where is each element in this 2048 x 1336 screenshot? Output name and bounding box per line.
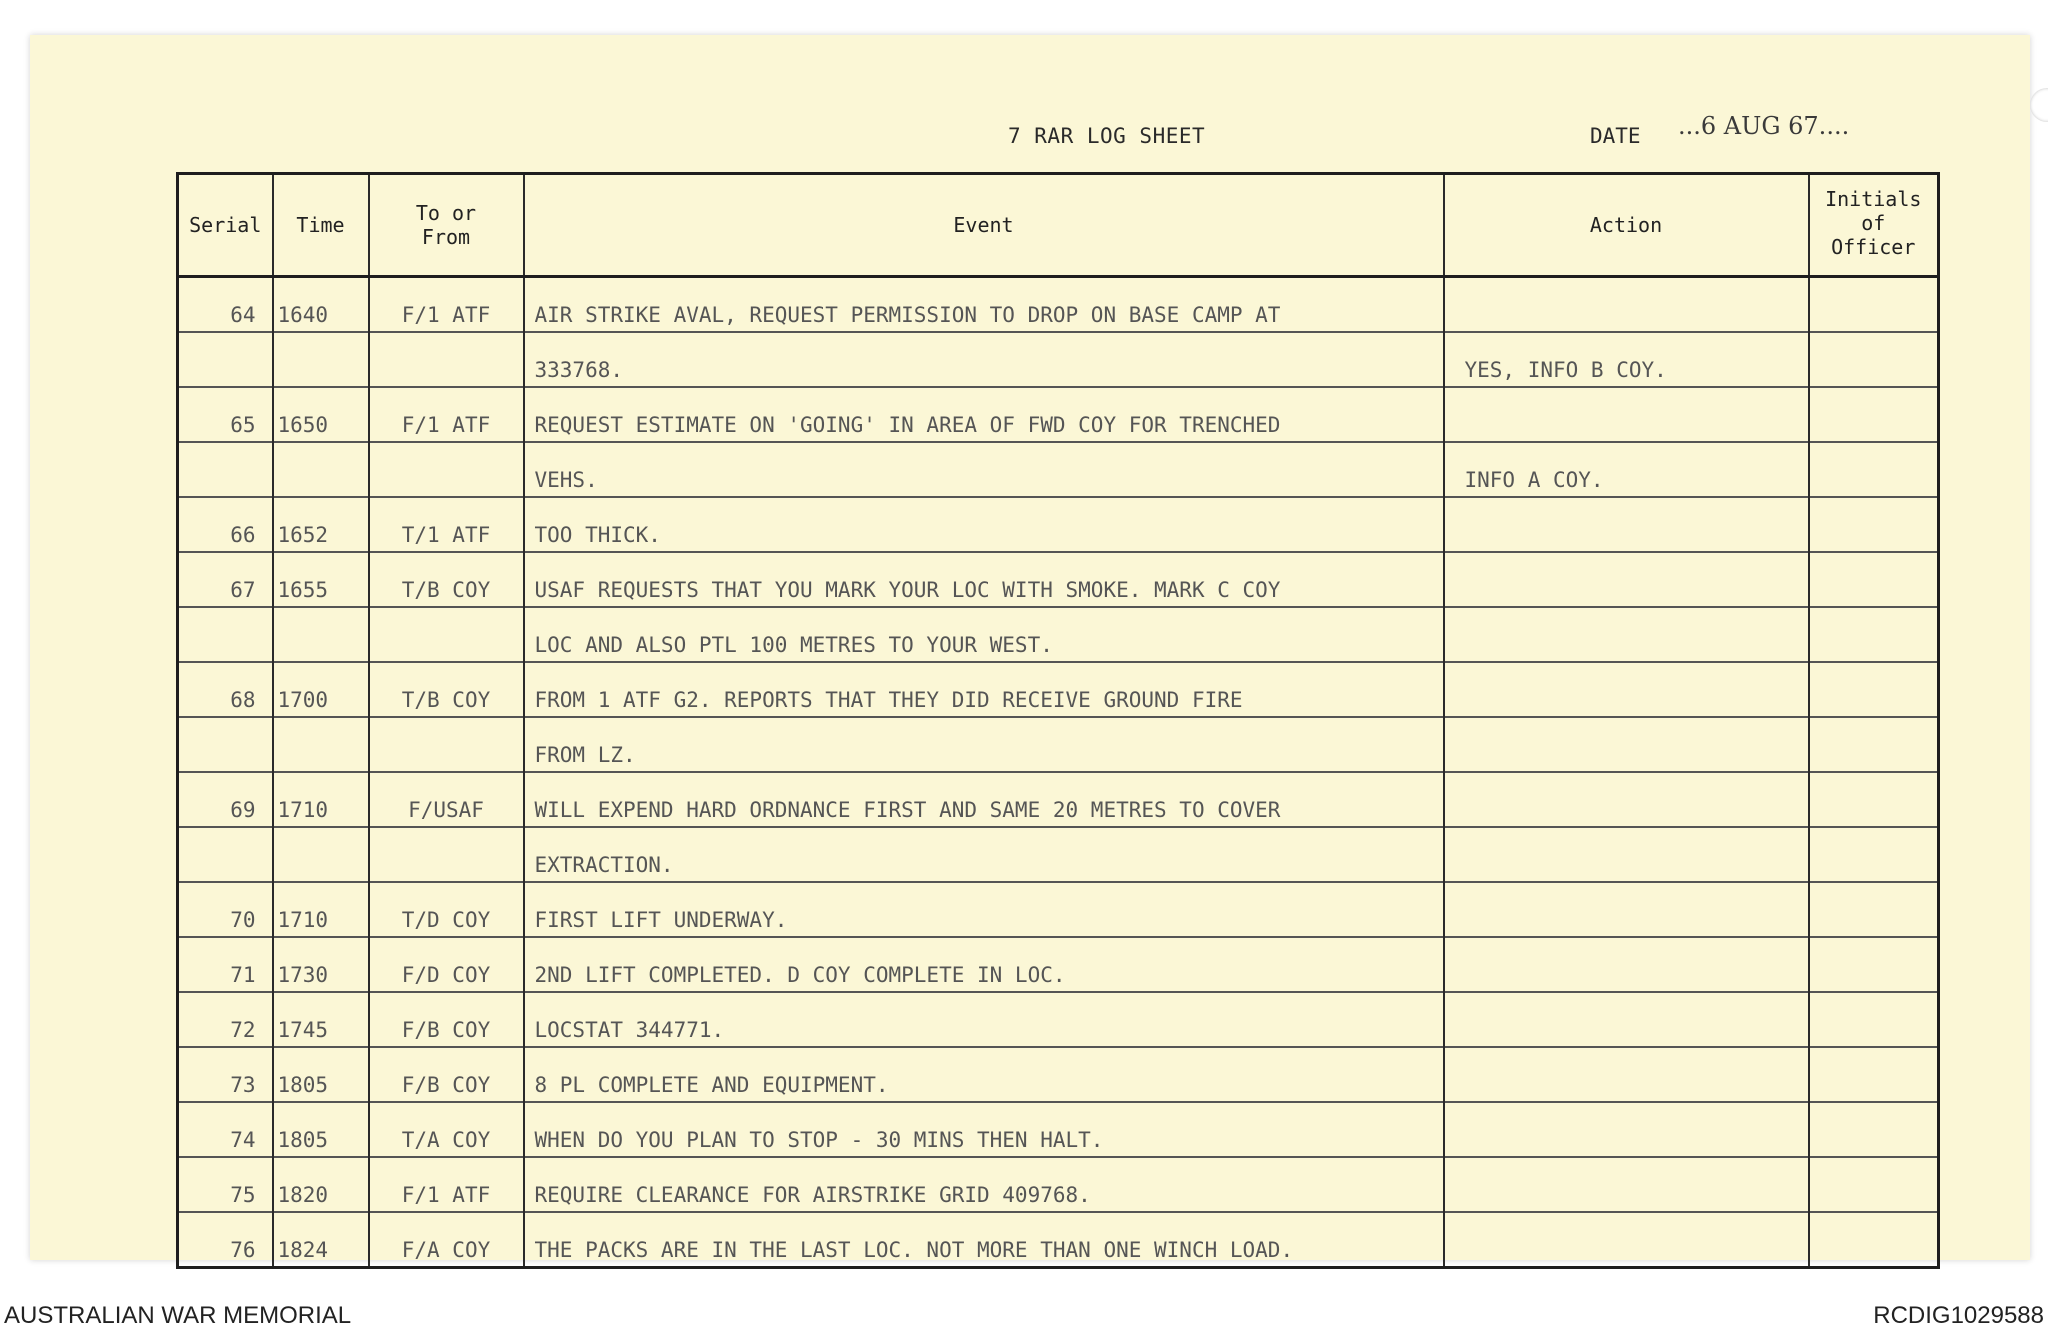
cell-serial: 74	[178, 1102, 273, 1157]
cell-initials	[1809, 717, 1939, 772]
cell-action: YES, INFO B COY.	[1444, 332, 1809, 387]
cell-event: 333768.	[524, 332, 1444, 387]
cell-tofrom	[369, 332, 524, 387]
cell-initials	[1809, 332, 1939, 387]
cell-action	[1444, 552, 1809, 607]
cell-serial	[178, 717, 273, 772]
table-header-row	[178, 174, 1939, 277]
cell-time: 1805	[273, 1047, 369, 1102]
cell-time	[273, 442, 369, 497]
table-row	[178, 277, 1939, 333]
cell-serial	[178, 442, 273, 497]
cell-time: 1652	[273, 497, 369, 552]
cell-tofrom: F/1 ATF	[369, 1157, 524, 1212]
cell-time: 1710	[273, 772, 369, 827]
cell-time: 1745	[273, 992, 369, 1047]
cell-initials	[1809, 992, 1939, 1047]
cell-action	[1444, 937, 1809, 992]
col-header-serial: Serial	[178, 174, 273, 277]
cell-time	[273, 827, 369, 882]
cell-tofrom: F/1 ATF	[369, 277, 524, 333]
cell-time	[273, 717, 369, 772]
cell-tofrom: T/B COY	[369, 552, 524, 607]
footer-archive-name: AUSTRALIAN WAR MEMORIAL	[4, 1302, 352, 1329]
cell-event: FIRST LIFT UNDERWAY.	[524, 882, 1444, 937]
cell-tofrom	[369, 827, 524, 882]
cell-event: USAF REQUESTS THAT YOU MARK YOUR LOC WITH SMOKE. MARK C COY	[524, 552, 1444, 607]
table-row	[178, 387, 1939, 442]
cell-time: 1710	[273, 882, 369, 937]
col-header-action: Action	[1444, 174, 1809, 277]
cell-tofrom: F/D COY	[369, 937, 524, 992]
cell-tofrom: T/1 ATF	[369, 497, 524, 552]
table-row	[178, 1157, 1939, 1212]
cell-event: EXTRACTION.	[524, 827, 1444, 882]
cell-time: 1805	[273, 1102, 369, 1157]
cell-time: 1640	[273, 277, 369, 333]
cell-action	[1444, 1047, 1809, 1102]
cell-event: FROM LZ.	[524, 717, 1444, 772]
cell-serial: 66	[178, 497, 273, 552]
cell-serial: 67	[178, 552, 273, 607]
cell-event: 2ND LIFT COMPLETED. D COY COMPLETE IN LOC.	[524, 937, 1444, 992]
table-row	[178, 1102, 1939, 1157]
cell-time: 1650	[273, 387, 369, 442]
cell-initials	[1809, 497, 1939, 552]
cell-action	[1444, 1102, 1809, 1157]
punch-hole	[2030, 88, 2048, 122]
col-header-event: Event	[524, 174, 1444, 277]
cell-serial: 75	[178, 1157, 273, 1212]
table-row	[178, 1047, 1939, 1102]
cell-initials	[1809, 1157, 1939, 1212]
table-row	[178, 992, 1939, 1047]
table-row	[178, 607, 1939, 662]
cell-event: LOCSTAT 344771.	[524, 992, 1444, 1047]
cell-initials	[1809, 662, 1939, 717]
log-table	[176, 172, 1940, 1269]
cell-action	[1444, 992, 1809, 1047]
cell-tofrom	[369, 442, 524, 497]
table-row	[178, 442, 1939, 497]
cell-event: WHEN DO YOU PLAN TO STOP - 30 MINS THEN HALT.	[524, 1102, 1444, 1157]
cell-serial	[178, 607, 273, 662]
cell-time: 1730	[273, 937, 369, 992]
cell-action	[1444, 497, 1809, 552]
cell-action	[1444, 607, 1809, 662]
date-label: DATE	[1590, 124, 1641, 148]
cell-initials	[1809, 827, 1939, 882]
cell-action	[1444, 662, 1809, 717]
cell-event: FROM 1 ATF G2. REPORTS THAT THEY DID RECEIVE GROUND FIRE	[524, 662, 1444, 717]
table-row	[178, 332, 1939, 387]
col-header-initials: Initials of Officer	[1809, 174, 1939, 277]
cell-initials	[1809, 552, 1939, 607]
cell-event: LOC AND ALSO PTL 100 METRES TO YOUR WEST.	[524, 607, 1444, 662]
cell-initials	[1809, 1102, 1939, 1157]
cell-serial: 71	[178, 937, 273, 992]
cell-serial	[178, 827, 273, 882]
cell-action	[1444, 717, 1809, 772]
cell-action	[1444, 1212, 1809, 1268]
cell-action: INFO A COY.	[1444, 442, 1809, 497]
table-row	[178, 937, 1939, 992]
cell-tofrom: F/B COY	[369, 992, 524, 1047]
table-row	[178, 882, 1939, 937]
table-row	[178, 552, 1939, 607]
cell-event: REQUEST ESTIMATE ON 'GOING' IN AREA OF FWD COY FOR TRENCHED	[524, 387, 1444, 442]
cell-tofrom: T/B COY	[369, 662, 524, 717]
cell-action	[1444, 1157, 1809, 1212]
cell-tofrom: F/1 ATF	[369, 387, 524, 442]
cell-initials	[1809, 442, 1939, 497]
cell-tofrom	[369, 607, 524, 662]
cell-initials	[1809, 882, 1939, 937]
cell-serial: 70	[178, 882, 273, 937]
cell-event: AIR STRIKE AVAL, REQUEST PERMISSION TO DROP ON BASE CAMP AT	[524, 277, 1444, 333]
cell-time: 1820	[273, 1157, 369, 1212]
cell-initials	[1809, 1047, 1939, 1102]
sheet-title: 7 RAR LOG SHEET	[1008, 124, 1206, 148]
cell-time: 1700	[273, 662, 369, 717]
cell-initials	[1809, 277, 1939, 333]
col-header-tofrom: To or From	[369, 174, 524, 277]
cell-serial: 68	[178, 662, 273, 717]
table-row	[178, 772, 1939, 827]
col-header-time: Time	[273, 174, 369, 277]
cell-action	[1444, 387, 1809, 442]
cell-serial: 65	[178, 387, 273, 442]
table-row	[178, 497, 1939, 552]
cell-event: REQUIRE CLEARANCE FOR AIRSTRIKE GRID 409768.	[524, 1157, 1444, 1212]
cell-event: 8 PL COMPLETE AND EQUIPMENT.	[524, 1047, 1444, 1102]
cell-time	[273, 332, 369, 387]
log-table-body	[178, 277, 1939, 1268]
cell-event: WILL EXPEND HARD ORDNANCE FIRST AND SAME 20 METRES TO COVER	[524, 772, 1444, 827]
cell-serial: 69	[178, 772, 273, 827]
cell-action	[1444, 772, 1809, 827]
cell-time: 1824	[273, 1212, 369, 1268]
cell-event: VEHS.	[524, 442, 1444, 497]
date-value: ...6 AUG 67....	[1678, 112, 1850, 140]
table-row	[178, 717, 1939, 772]
cell-serial: 72	[178, 992, 273, 1047]
cell-tofrom: F/B COY	[369, 1047, 524, 1102]
cell-action	[1444, 882, 1809, 937]
cell-initials	[1809, 772, 1939, 827]
cell-time	[273, 607, 369, 662]
table-row	[178, 662, 1939, 717]
cell-initials	[1809, 937, 1939, 992]
cell-tofrom: F/A COY	[369, 1212, 524, 1268]
cell-initials	[1809, 1212, 1939, 1268]
cell-serial: 76	[178, 1212, 273, 1268]
cell-tofrom: F/USAF	[369, 772, 524, 827]
footer-catalog-id: RCDIG1029588	[1873, 1302, 2044, 1329]
cell-initials	[1809, 607, 1939, 662]
cell-initials	[1809, 387, 1939, 442]
cell-serial	[178, 332, 273, 387]
cell-action	[1444, 277, 1809, 333]
cell-tofrom: T/D COY	[369, 882, 524, 937]
table-row	[178, 827, 1939, 882]
cell-action	[1444, 827, 1809, 882]
cell-event: THE PACKS ARE IN THE LAST LOC. NOT MORE THAN ONE WINCH LOAD.	[524, 1212, 1444, 1268]
cell-tofrom: T/A COY	[369, 1102, 524, 1157]
cell-event: TOO THICK.	[524, 497, 1444, 552]
cell-time: 1655	[273, 552, 369, 607]
cell-tofrom	[369, 717, 524, 772]
cell-serial: 73	[178, 1047, 273, 1102]
table-row	[178, 1212, 1939, 1268]
cell-serial: 64	[178, 277, 273, 333]
